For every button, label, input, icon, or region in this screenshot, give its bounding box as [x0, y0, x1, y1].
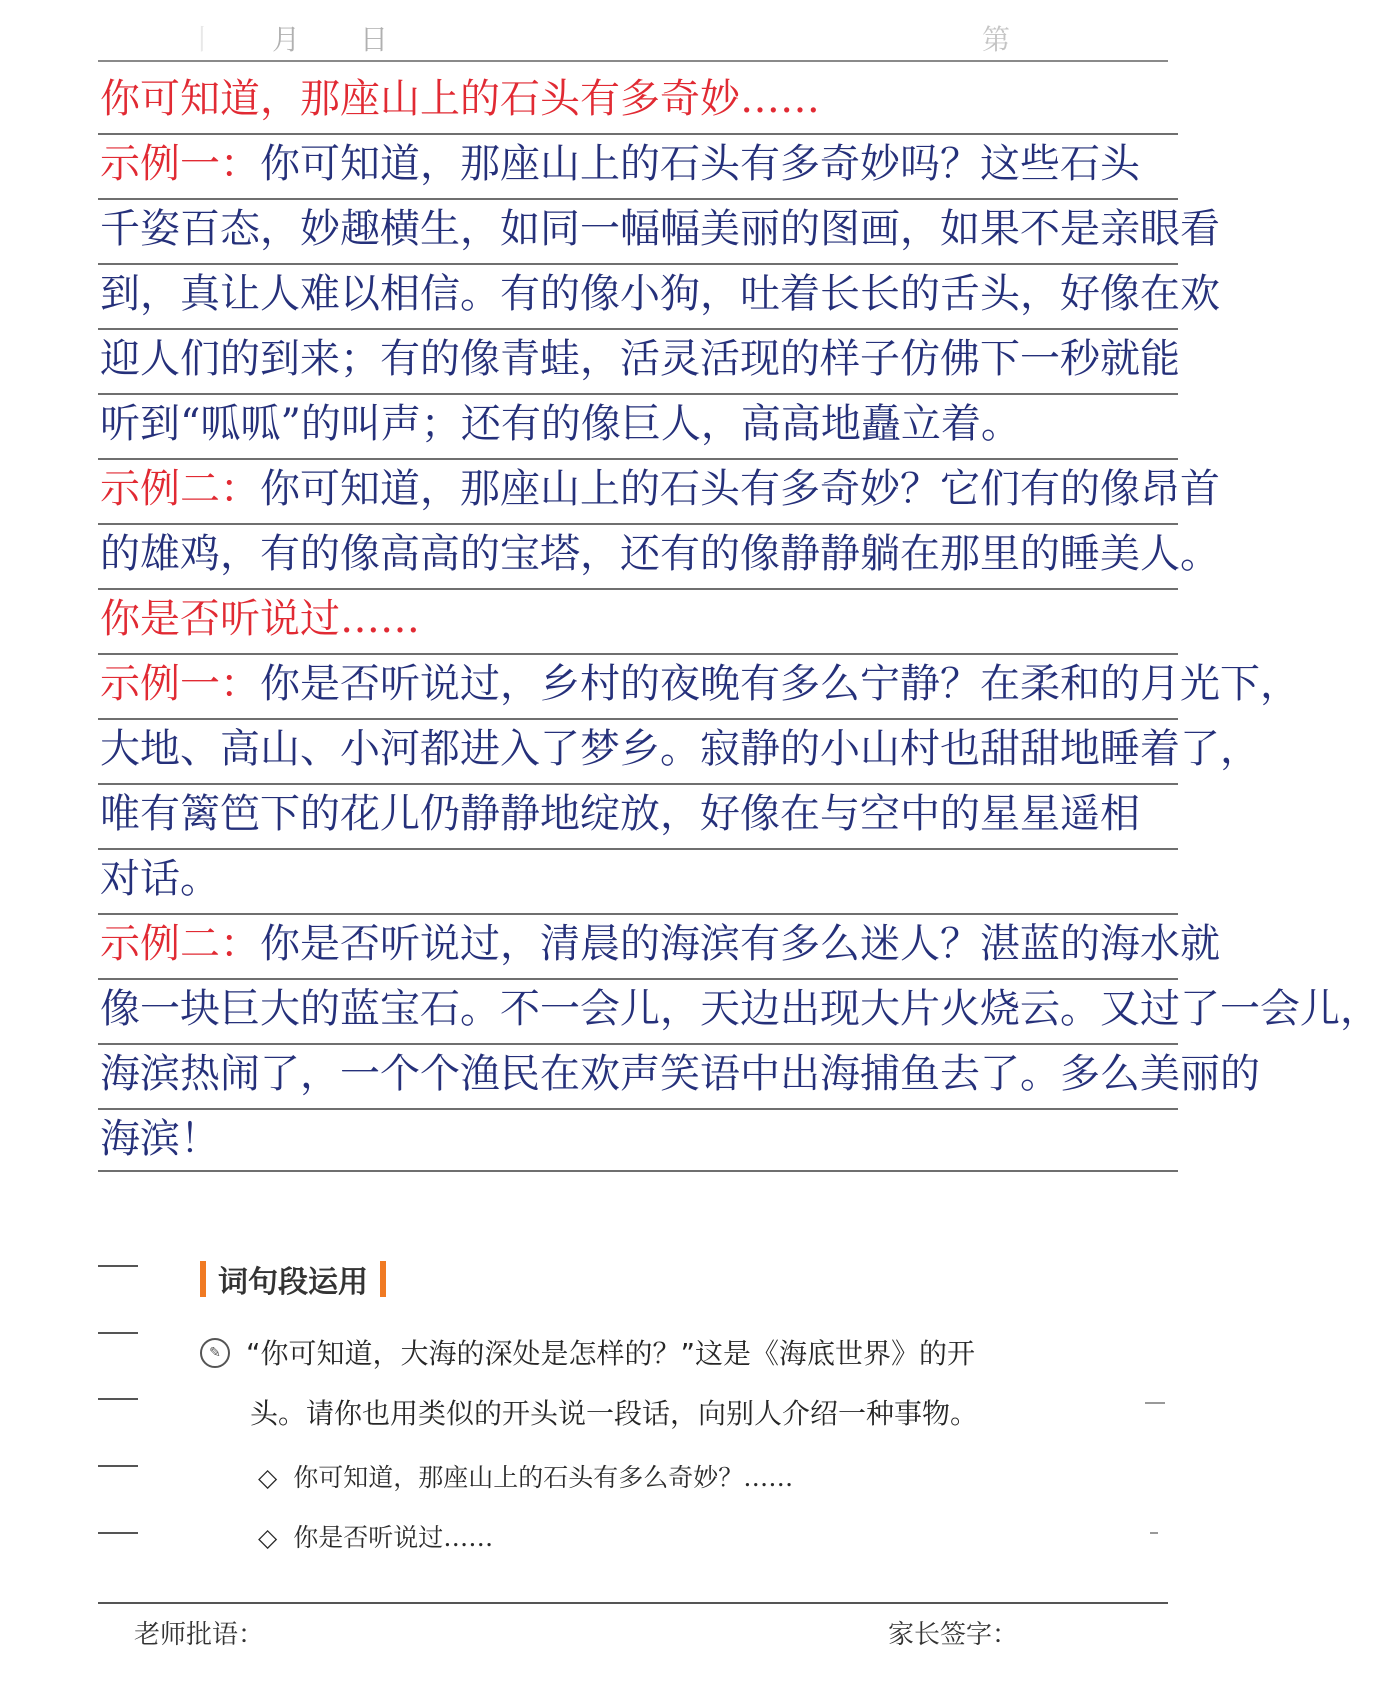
accent-bar: [380, 1261, 386, 1297]
option-item: ◇ 你可知道，那座山上的石头有多么奇妙？……: [258, 1463, 794, 1492]
example-2a-line-2: 大地、高山、小河都进入了梦乡。寂静的小山村也甜甜地睡着了，: [98, 720, 1178, 785]
diamond-icon: ◇: [258, 1523, 278, 1552]
margin-dash: [98, 1332, 138, 1334]
parent-signature-label: 家长签字：: [888, 1620, 1019, 1650]
example-label: 示例一：: [100, 661, 260, 707]
margin-dash: [98, 1398, 138, 1400]
pen-writing-icon: ✎: [200, 1338, 230, 1368]
example-1a-line-3: 到，真让人难以相信。有的像小狗，吐着长长的舌头，好像在欢: [98, 265, 1178, 330]
example-label: 示例二：: [100, 466, 260, 512]
header-page-label: 第: [982, 23, 1011, 56]
example-1a-line-2: 千姿百态，妙趣横生，如同一幅幅美丽的图画，如果不是亲眼看: [98, 200, 1178, 265]
accent-bar: [200, 1261, 206, 1297]
heading-2: 你是否听说过……: [98, 590, 1178, 655]
example-1b-line-2: 的雄鸡，有的像高高的宝塔，还有的像静静躺在那里的睡美人。: [98, 525, 1178, 590]
example-2a-line-4: 对话。: [98, 850, 1178, 915]
footer-divider: [98, 1602, 1168, 1604]
margin-dash: [98, 1465, 138, 1467]
example-2a-line-3: 唯有篱笆下的花儿仍静静地绽放，好像在与空中的星星遥相: [98, 785, 1178, 850]
example-label: 示例一：: [100, 141, 260, 187]
header-month: 月: [272, 23, 301, 56]
teacher-comment-label: 老师批语：: [134, 1620, 265, 1650]
heading-1: 你可知道，那座山上的石头有多奇妙……: [98, 70, 1178, 135]
example-2b-line-1: 示例二：你是否听说过，清晨的海滨有多么迷人？湛蓝的海水就: [98, 915, 1178, 980]
header-divider: [98, 60, 1168, 62]
header-day: 日: [360, 23, 389, 56]
example-2b-line-4: 海滨！: [98, 1110, 1178, 1172]
option-item: ◇ 你是否听说过……: [258, 1523, 494, 1552]
example-1b-line-1: 示例二：你可知道，那座山上的石头有多奇妙？它们有的像昂首: [98, 460, 1178, 525]
example-2b-line-2: 像一块巨大的蓝宝石。不一会儿，天边出现大片火烧云。又过了一会儿，: [98, 980, 1178, 1045]
margin-dash: [1145, 1402, 1165, 1404]
header-mark: 丨: [188, 23, 217, 56]
handwritten-content: [98, 70, 1380, 1172]
question-line-2: 头。请你也用类似的开头说一段话，向别人介绍一种事物。: [250, 1397, 979, 1430]
example-2b-line-3: 海滨热闹了，一个个渔民在欢声笑语中出海捕鱼去了。多么美丽的: [98, 1045, 1178, 1110]
diamond-icon: ◇: [258, 1463, 278, 1492]
example-2a-line-1: 示例一：你是否听说过，乡村的夜晚有多么宁静？在柔和的月光下，: [98, 655, 1178, 720]
margin-dash: [98, 1532, 138, 1534]
section-title: 词句段运用: [200, 1258, 386, 1300]
example-1a-line-5: 听到“呱呱”的叫声；还有的像巨人，高高地矗立着。: [98, 395, 1178, 460]
question-line-1: “你可知道，大海的深处是怎样的？”这是《海底世界》的开: [246, 1337, 976, 1370]
example-1a-line-4: 迎人们的到来；有的像青蛙，活灵活现的样子仿佛下一秒就能: [98, 330, 1178, 395]
margin-dash: [98, 1265, 138, 1267]
margin-dash: [1150, 1532, 1158, 1534]
example-1a-line-1: 示例一：你可知道，那座山上的石头有多奇妙吗？这些石头: [98, 135, 1178, 200]
header: [0, 0, 1280, 70]
example-label: 示例二：: [100, 921, 260, 967]
